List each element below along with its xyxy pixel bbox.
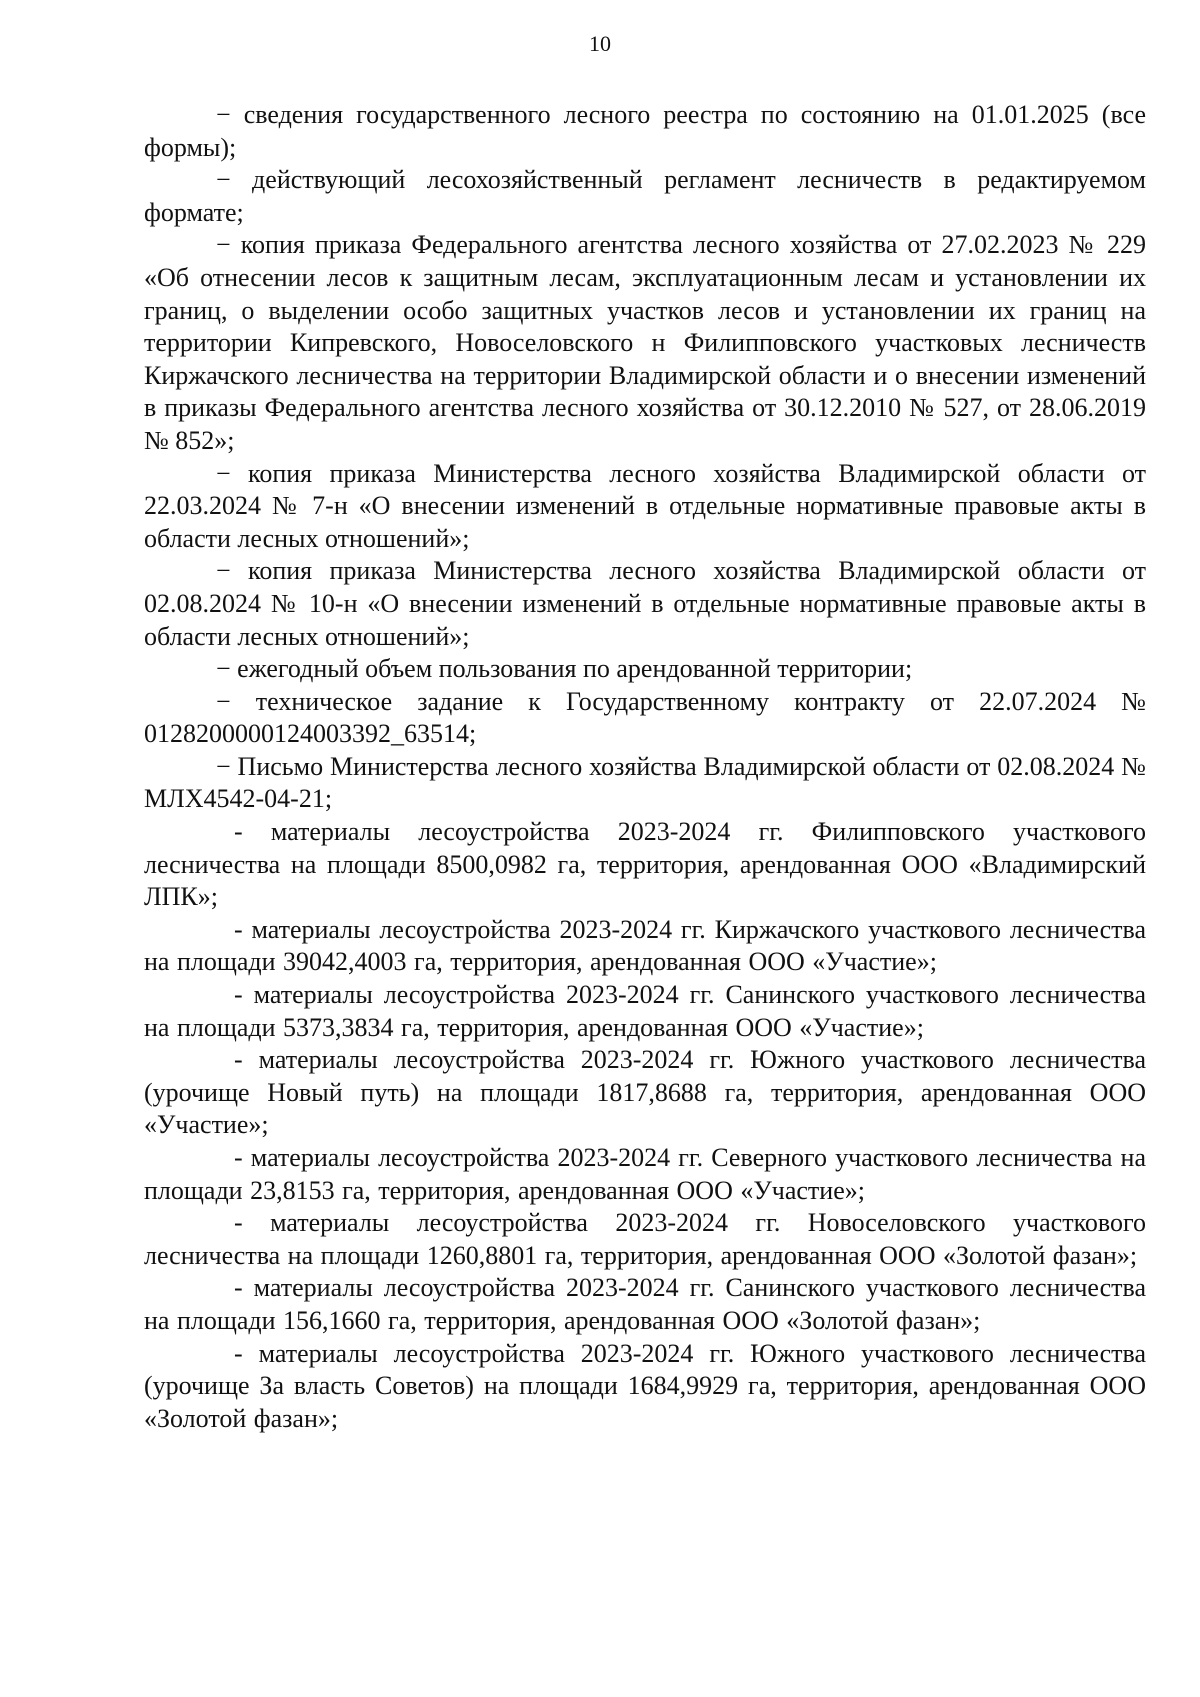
list-item: − ежегодный объем пользования по арендованной территории; — [216, 654, 913, 684]
list-item: − действующий лесохозяйственный регламент лесничеств в редактируемом формате; — [144, 165, 1146, 227]
list-item: − Письмо Министерства лесного хозяйства Владимирской области от 02.08.2024 № МЛХ4542-04-21; — [144, 751, 1146, 814]
list-item: - материалы лесоустройства 2023-2024 гг. Новоселовского участкового лесничества на площади 1260,8801 га, территория, арендованная ООО «Золотой фазан»; — [144, 1208, 1146, 1270]
list-item: − копия приказа Министерства лесного хозяйства Владимирской области от 22.03.2024 № 7-н «О внесении изменений в отдельные нормативные правовые акты в области лесных отношений»; — [144, 458, 1146, 553]
list-item: - материалы лесоустройства 2023-2024 гг. Южного участкового лесничества (урочище За власть Советов) на площади 1684,9929 га, территория, арендованная ООО «Золотой фазан»; — [144, 1338, 1146, 1433]
list-item: − копия приказа Министерства лесного хозяйства Владимирской области от 02.08.2024 № 10-н «О внесении изменений в отдельные нормативные правовые акты в области лесных отношений»; — [144, 556, 1146, 651]
list-item: - материалы лесоустройства 2023-2024 гг. Киржачского участкового лесничества на площади 39042,4003 га, территория, арендованная ООО «Участие»; — [144, 914, 1146, 977]
list-item: − техническое задание к Государственному контракту от 22.07.2024 № 0128200000124003392_63514; — [144, 686, 1146, 749]
list-item: - материалы лесоустройства 2023-2024 гг. Северного участкового лесничества на площади 23,8153 га, территория, арендованная ООО «Участие»; — [144, 1143, 1146, 1205]
list-item: - материалы лесоустройства 2023-2024 гг. Санинского участкового лесничества на площади 156,1660 га, территория, арендованная ООО «Золотой фазан»; — [144, 1273, 1146, 1335]
page-number: 10 — [589, 31, 611, 56]
list-item: - материалы лесоустройства 2023-2024 гг. Филипповского участкового лесничества на площади 8500,0982 га, территория, арендованная ООО «Владимирский ЛПК»; — [144, 817, 1146, 912]
list-item: − сведения государственного лесного реестра по состоянию на 01.01.2025 (все формы); — [144, 100, 1146, 162]
list-item: - материалы лесоустройства 2023-2024 гг. Санинского участкового лесничества на площади 5373,3834 га, территория, арендованная ООО «Участие»; — [144, 980, 1146, 1042]
list-item: − копия приказа Федерального агентства лесного хозяйства от 27.02.2023 № 229 «Об отнесении лесов к защитным лесам, эксплуатационным лесам и установлении их границ, о выделении особо защитных участков лесов и установлении их границ на территории Кипревского, Новоселовского н Филипповского участковых лесничеств Киржачского лесничества на территории Владимирской области и о внесении изменений в приказы Федерального агентства лесного хозяйства от 30.12.2010 № 527, от 28.06.2019 № 852»; — [144, 230, 1146, 455]
document-body — [144, 99, 1146, 1435]
list-item: - материалы лесоустройства 2023-2024 гг. Южного участкового лесничества (урочище Новый путь) на площади 1817,8688 га, территория, арендованная ООО «Участие»; — [144, 1045, 1146, 1140]
